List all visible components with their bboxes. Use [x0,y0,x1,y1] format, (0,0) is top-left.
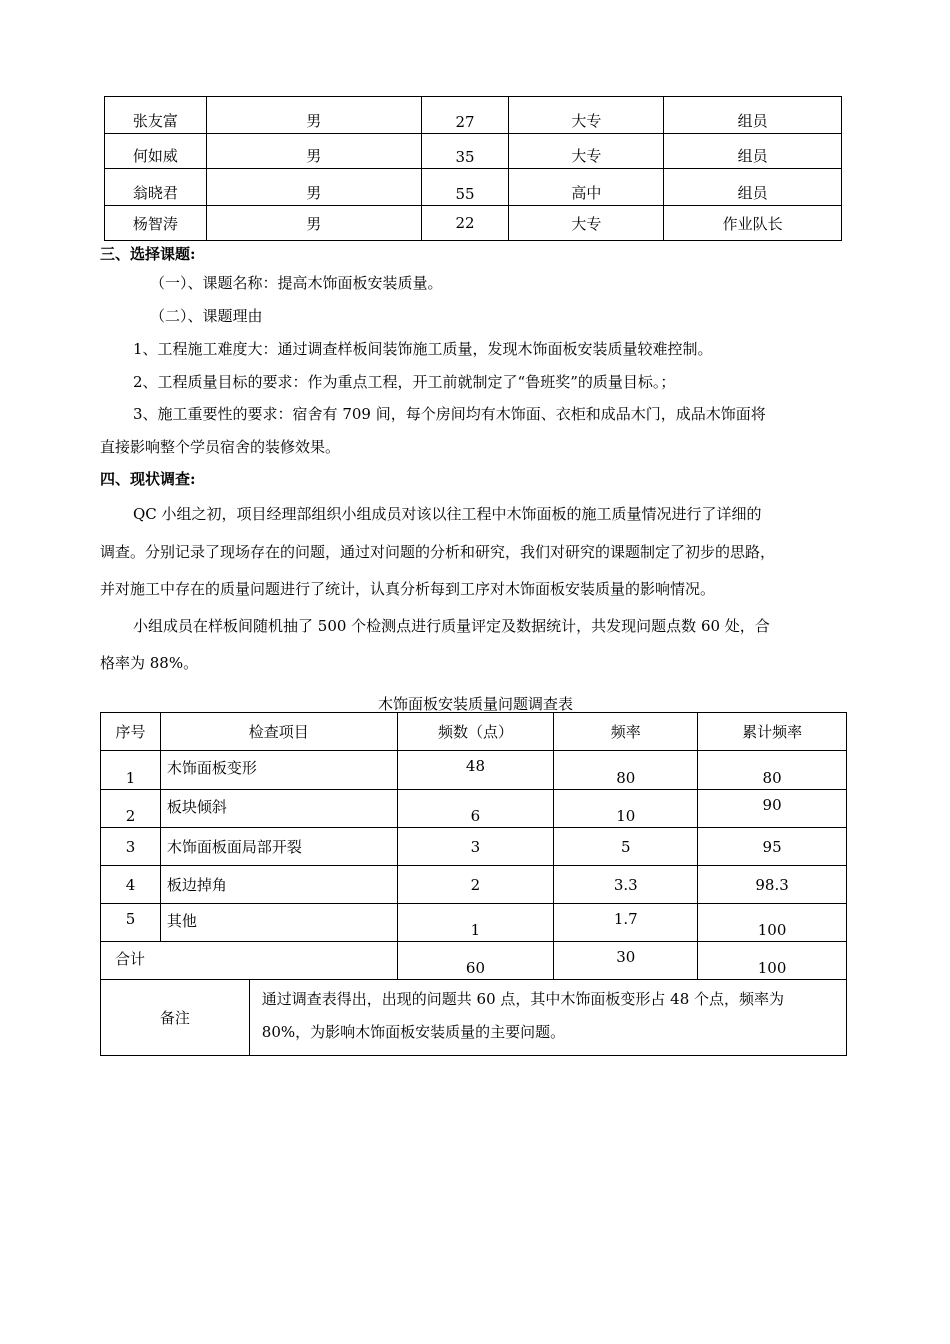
member-role: 组员 [664,169,842,206]
table-row [101,790,847,828]
topic-name: （一）、课题名称：提高木饰面板安装质量。 [150,274,443,292]
survey-table [100,712,847,1056]
member-gender: 男 [206,206,421,241]
row-cumulative: 90 [698,790,847,828]
row-cumulative: 100 [698,904,847,942]
section4-heading: 四、现状调查: [100,470,196,488]
member-age: 55 [421,169,509,206]
reason-3-line1: 3、施工重要性的要求：宿舍有 709 间，每个房间均有木饰面、衣柜和成品木门，成品木饰面将 [133,405,766,423]
row-item: 其他 [160,904,397,942]
total-label: 合计 [101,942,398,980]
row-index: 1 [101,751,161,790]
remark-text [249,980,846,1056]
table-total-row [101,942,847,980]
reason-2: 2、工程质量目标的要求：作为重点工程，开工前就制定了“鲁班奖”的质量目标。； [133,373,676,391]
row-index: 4 [101,866,161,904]
table-row [101,866,847,904]
member-gender: 男 [206,134,421,169]
row-cumulative: 98.3 [698,866,847,904]
member-gender: 男 [206,169,421,206]
row-frequency: 1.7 [554,904,698,942]
row-count: 3 [397,828,554,866]
remark-line2: 80%，为影响木饰面板安装质量的主要问题。 [261,1023,566,1041]
row-count: 48 [397,751,554,790]
member-age: 27 [421,97,509,134]
member-role: 作业队长 [664,206,842,241]
row-item: 板块倾斜 [160,790,397,828]
header-frequency: 频率 [554,713,698,751]
row-frequency: 80 [554,751,698,790]
row-index: 3 [101,828,161,866]
table-row [105,97,842,134]
header-index: 序号 [101,713,161,751]
remark-label: 备注 [101,980,250,1056]
table-row [101,751,847,790]
member-education: 大专 [509,206,664,241]
para2-line1: 小组成员在样板间随机抽了 500 个检测点进行质量评定及数据统计，共发现问题点数 60 处，合 [133,617,770,635]
total-cumulative: 100 [698,942,847,980]
row-item: 板边掉角 [160,866,397,904]
table-row [101,828,847,866]
reason-1: 1、工程施工难度大：通过调查样板间装饰施工质量，发现木饰面板安装质量较难控制。 [133,340,713,358]
member-age: 22 [421,206,509,241]
member-education: 大专 [509,97,664,134]
row-count: 1 [397,904,554,942]
member-name: 张友富 [105,97,207,134]
member-name: 何如威 [105,134,207,169]
row-frequency: 5 [554,828,698,866]
row-item: 木饰面板面局部开裂 [160,828,397,866]
header-item: 检查项目 [160,713,397,751]
row-frequency: 10 [554,790,698,828]
para1-line1: QC 小组之初，项目经理部组织小组成员对该以往工程中木饰面板的施工质量情况进行了详细的 [133,505,762,523]
row-count: 2 [397,866,554,904]
member-education: 高中 [509,169,664,206]
table-row [105,206,842,241]
member-name: 翁晓君 [105,169,207,206]
row-item: 木饰面板变形 [160,751,397,790]
row-index: 5 [101,904,161,942]
member-role: 组员 [664,97,842,134]
row-frequency: 3.3 [554,866,698,904]
member-education: 大专 [509,134,664,169]
table-row [101,904,847,942]
member-name: 杨智涛 [105,206,207,241]
members-table [104,96,842,241]
member-gender: 男 [206,97,421,134]
section3-heading: 三、选择课题: [100,245,196,263]
para1-line2: 调查。分别记录了现场存在的问题，通过对问题的分析和研究，我们对研究的课题制定了初步的思路， [100,543,776,561]
topic-reason-heading: （二）、课题理由 [150,307,263,325]
remark-line1: 通过调查表得出，出现的问题共 60 点，其中木饰面板变形占 48 个点，频率为 [261,990,785,1008]
member-role: 组员 [664,134,842,169]
table-header-row [101,713,847,751]
total-frequency: 30 [554,942,698,980]
table-remark-row [101,980,847,1056]
row-cumulative: 80 [698,751,847,790]
reason-3-line2: 直接影响整个学员宿舍的装修效果。 [100,438,341,456]
row-cumulative: 95 [698,828,847,866]
member-age: 35 [421,134,509,169]
header-cumulative: 累计频率 [698,713,847,751]
row-count: 6 [397,790,554,828]
table-row [105,134,842,169]
para2-line2: 格率为 88%。 [100,654,199,672]
total-count: 60 [397,942,554,980]
survey-table-caption: 木饰面板安装质量问题调查表 [378,695,574,713]
table-row [105,169,842,206]
para1-line3: 并对施工中存在的质量问题进行了统计，认真分析每到工序对木饰面板安装质量的影响情况。 [100,580,716,598]
header-count: 频数（点） [397,713,554,751]
row-index: 2 [101,790,161,828]
